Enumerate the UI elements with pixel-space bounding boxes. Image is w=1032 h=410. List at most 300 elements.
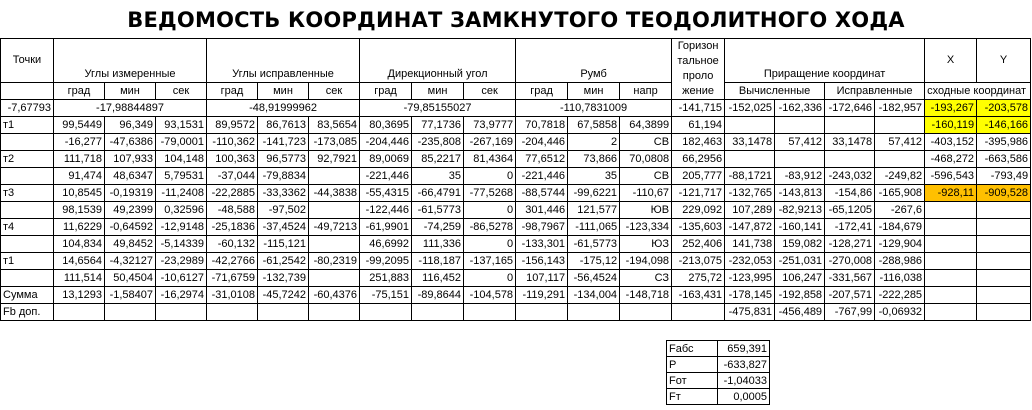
subheader-napr[interactable]: напр (620, 83, 672, 100)
subheader-initial-coordinates[interactable]: сходные координат (925, 83, 1031, 100)
table-cell[interactable] (977, 304, 1031, 321)
subheader-min[interactable]: мин (258, 83, 309, 100)
table-cell[interactable]: 159,082 (775, 236, 825, 253)
table-cell[interactable]: -122,446 (360, 202, 412, 219)
table-cell[interactable]: 0 (464, 270, 516, 287)
summary-value[interactable]: -633,827 (718, 357, 770, 373)
table-cell[interactable]: 66,2956 (672, 151, 725, 168)
table-cell[interactable]: -331,567 (825, 270, 875, 287)
table-cell[interactable]: -88,5744 (516, 185, 568, 202)
header-y[interactable]: Y (977, 39, 1031, 83)
table-cell[interactable] (875, 151, 925, 168)
table-cell[interactable]: ЮЗ (620, 236, 672, 253)
table-cell[interactable]: 107,117 (516, 270, 568, 287)
table-cell[interactable]: 93,1531 (156, 117, 207, 134)
table-cell[interactable]: 61,194 (672, 117, 725, 134)
summary-row (667, 373, 770, 389)
table-cell[interactable]: 33,1478 (725, 134, 775, 151)
table-cell[interactable]: -193,267 (925, 100, 977, 117)
table-cell[interactable]: -77,5268 (464, 185, 516, 202)
subheader-min[interactable]: мин (105, 83, 156, 100)
summary-label[interactable]: Fабс (667, 341, 718, 357)
summary-value[interactable]: 0,0005 (718, 389, 770, 405)
table-cell[interactable]: 111,718 (54, 151, 105, 168)
table-cell[interactable]: т3 (1, 185, 54, 202)
table-cell[interactable]: -154,86 (825, 185, 875, 202)
table-cell[interactable] (516, 304, 568, 321)
table-cell[interactable]: 107,933 (105, 151, 156, 168)
table-cell[interactable]: 89,9572 (207, 117, 258, 134)
table-cell[interactable]: -99,6221 (568, 185, 620, 202)
table-cell[interactable]: -793,49 (977, 168, 1031, 185)
table-cell[interactable] (464, 304, 516, 321)
table-cell[interactable]: -148,718 (620, 287, 672, 304)
table-cell[interactable]: -60,4376 (309, 287, 360, 304)
table-cell[interactable] (258, 304, 309, 321)
table-cell[interactable] (1, 168, 54, 185)
table-cell[interactable]: -22,2885 (207, 185, 258, 202)
table-cell[interactable]: 104,834 (54, 236, 105, 253)
table-cell[interactable]: -221,446 (516, 168, 568, 185)
table-cell[interactable]: 77,1736 (412, 117, 464, 134)
table-cell[interactable]: 275,72 (672, 270, 725, 287)
table-cell[interactable]: 85,2217 (412, 151, 464, 168)
table-row (1, 270, 1031, 287)
table-cell[interactable]: 107,289 (725, 202, 775, 219)
summary-value[interactable]: -1,04033 (718, 373, 770, 389)
table-cell[interactable]: -143,813 (775, 185, 825, 202)
table-cell[interactable]: 0,32596 (156, 202, 207, 219)
table-cell[interactable]: 89,0069 (360, 151, 412, 168)
table-cell[interactable]: -137,165 (464, 253, 516, 270)
table-cell[interactable]: 104,148 (156, 151, 207, 168)
table-cell[interactable]: -182,957 (875, 100, 925, 117)
table-cell[interactable] (1, 202, 54, 219)
table-cell[interactable]: 33,1478 (825, 134, 875, 151)
table-cell[interactable]: 73,9777 (464, 117, 516, 134)
table-cell[interactable]: СВ (620, 134, 672, 151)
table-cell[interactable]: т2 (1, 151, 54, 168)
table-cell[interactable]: -12,9148 (156, 219, 207, 236)
table-cell[interactable]: -47,6386 (105, 134, 156, 151)
table-cell[interactable]: 251,883 (360, 270, 412, 287)
table-cell[interactable]: т1 (1, 253, 54, 270)
table-cell[interactable] (360, 304, 412, 321)
subheader-grad[interactable]: град (360, 83, 412, 100)
table-cell[interactable]: -61,5773 (412, 202, 464, 219)
table-cell[interactable]: 182,463 (672, 134, 725, 151)
table-cell[interactable]: -98,7967 (516, 219, 568, 236)
table-cell[interactable]: -37,4524 (258, 219, 309, 236)
table-cell[interactable]: СЗ (620, 270, 672, 287)
table-cell[interactable]: -121,717 (672, 185, 725, 202)
table-cell[interactable]: 229,092 (672, 202, 725, 219)
table-cell[interactable]: -141,715 (672, 100, 725, 117)
table-cell[interactable]: -128,271 (825, 236, 875, 253)
table-cell[interactable] (977, 202, 1031, 219)
table-cell[interactable]: -267,169 (464, 134, 516, 151)
table-cell[interactable]: 14,6564 (54, 253, 105, 270)
table-cell[interactable]: 116,452 (412, 270, 464, 287)
table-cell[interactable]: -42,2766 (207, 253, 258, 270)
table-cell[interactable]: -49,7213 (309, 219, 360, 236)
header-measured-angles[interactable]: Углы измеренные (54, 39, 207, 83)
header-rumb[interactable]: Румб (516, 39, 672, 83)
summary-value[interactable]: 659,391 (718, 341, 770, 357)
table-cell[interactable]: 111,336 (412, 236, 464, 253)
table-cell[interactable]: -165,908 (875, 185, 925, 202)
table-cell[interactable] (309, 168, 360, 185)
subheader-min[interactable]: мин (412, 83, 464, 100)
table-row (1, 219, 1031, 236)
table-cell[interactable]: -146,166 (977, 117, 1031, 134)
table-cell[interactable]: -104,578 (464, 287, 516, 304)
table-cell[interactable]: -33,3362 (258, 185, 309, 202)
table-cell[interactable]: 70,0808 (620, 151, 672, 168)
table-cell[interactable]: -48,91999962 (207, 100, 360, 117)
table-row (1, 100, 1031, 117)
table-cell[interactable]: -251,031 (775, 253, 825, 270)
table-cell[interactable]: 0 (464, 168, 516, 185)
subheader-grad[interactable]: град (54, 83, 105, 100)
table-cell[interactable]: -80,2319 (309, 253, 360, 270)
table-cell[interactable]: -79,8834 (258, 168, 309, 185)
summary-table (666, 340, 770, 405)
table-cell[interactable]: -194,098 (620, 253, 672, 270)
table-cell[interactable]: 70,7818 (516, 117, 568, 134)
table-row (1, 236, 1031, 253)
summary-label[interactable]: Fот (667, 373, 718, 389)
table-cell[interactable]: -0,06932 (875, 304, 925, 321)
table-cell[interactable]: -61,2542 (258, 253, 309, 270)
table-cell[interactable]: 81,4364 (464, 151, 516, 168)
table-cell[interactable]: СВ (620, 168, 672, 185)
subheader-grad[interactable]: град (516, 83, 568, 100)
table-cell[interactable]: 252,406 (672, 236, 725, 253)
table-cell[interactable] (54, 304, 105, 321)
header-points[interactable]: Точки (1, 39, 54, 83)
table-cell[interactable]: -119,291 (516, 287, 568, 304)
table-row (1, 202, 1031, 219)
table-cell[interactable]: -65,1205 (825, 202, 875, 219)
table-cell[interactable] (925, 202, 977, 219)
table-cell[interactable]: -222,285 (875, 287, 925, 304)
table-cell[interactable]: -221,446 (360, 168, 412, 185)
table-cell[interactable]: -288,986 (875, 253, 925, 270)
table-cell[interactable]: -403,152 (925, 134, 977, 151)
table-cell[interactable]: -61,9901 (360, 219, 412, 236)
table-cell[interactable]: Сумма (1, 287, 54, 304)
header-increments[interactable]: Приращение координат (725, 39, 925, 83)
table-cell[interactable] (105, 304, 156, 321)
table-cell[interactable]: 99,5449 (54, 117, 105, 134)
table-cell[interactable]: 111,514 (54, 270, 105, 287)
table-cell[interactable]: -74,259 (412, 219, 464, 236)
table-cell[interactable] (156, 304, 207, 321)
table-cell[interactable]: -133,301 (516, 236, 568, 253)
table-cell[interactable]: -111,065 (568, 219, 620, 236)
table-cell[interactable] (568, 304, 620, 321)
table-cell[interactable]: -204,446 (360, 134, 412, 151)
table-cell[interactable]: -16,2974 (156, 287, 207, 304)
table-cell[interactable]: -89,8644 (412, 287, 464, 304)
table-cell[interactable]: -16,277 (54, 134, 105, 151)
table-cell[interactable]: -663,586 (977, 151, 1031, 168)
table-cell[interactable] (825, 151, 875, 168)
subheader-computed[interactable]: Вычисленные (725, 83, 825, 100)
table-cell[interactable]: Fb доп. (1, 304, 54, 321)
table-cell[interactable]: -99,2095 (360, 253, 412, 270)
table-cell[interactable] (977, 287, 1031, 304)
table-cell[interactable]: -48,588 (207, 202, 258, 219)
table-cell[interactable]: 35 (412, 168, 464, 185)
table-cell[interactable] (1, 236, 54, 253)
header-empty-cell[interactable] (1, 83, 54, 100)
table-cell[interactable]: -10,6127 (156, 270, 207, 287)
table-cell[interactable]: -235,808 (412, 134, 464, 151)
table-cell[interactable]: 100,363 (207, 151, 258, 168)
table-cell[interactable]: -129,904 (875, 236, 925, 253)
table-cell[interactable]: -160,141 (775, 219, 825, 236)
summary-row (667, 357, 770, 373)
table-cell[interactable]: 83,5654 (309, 117, 360, 134)
table-cell[interactable]: -152,025 (725, 100, 775, 117)
table-cell[interactable]: 141,738 (725, 236, 775, 253)
table-cell[interactable] (925, 287, 977, 304)
table-cell[interactable]: 96,349 (105, 117, 156, 134)
table-cell[interactable] (775, 117, 825, 134)
table-cell[interactable]: 64,3899 (620, 117, 672, 134)
table-cell[interactable]: -596,543 (925, 168, 977, 185)
table-cell[interactable]: -56,4524 (568, 270, 620, 287)
table-cell[interactable]: 48,6347 (105, 168, 156, 185)
table-cell[interactable]: -75,151 (360, 287, 412, 304)
table-cell[interactable] (925, 304, 977, 321)
table-cell[interactable]: 73,866 (568, 151, 620, 168)
table-cell[interactable]: 35 (568, 168, 620, 185)
table-cell[interactable]: -928,11 (925, 185, 977, 202)
table-cell[interactable]: -243,032 (825, 168, 875, 185)
table-row (1, 117, 1031, 134)
table-cell[interactable]: 92,7921 (309, 151, 360, 168)
subheader-sec[interactable]: сек (464, 83, 516, 100)
table-cell[interactable] (925, 219, 977, 236)
table-cell[interactable] (412, 304, 464, 321)
table-cell[interactable]: -45,7242 (258, 287, 309, 304)
table-cell[interactable]: -60,132 (207, 236, 258, 253)
table-cell[interactable]: -4,32127 (105, 253, 156, 270)
table-cell[interactable]: -97,502 (258, 202, 309, 219)
table-cell[interactable]: -88,1721 (725, 168, 775, 185)
table-cell[interactable]: -232,053 (725, 253, 775, 270)
subheader-grad[interactable]: град (207, 83, 258, 100)
summary-label[interactable]: P (667, 357, 718, 373)
table-cell[interactable] (925, 236, 977, 253)
table-cell[interactable]: -123,334 (620, 219, 672, 236)
table-cell[interactable]: -23,2989 (156, 253, 207, 270)
table-cell[interactable]: 91,474 (54, 168, 105, 185)
table-cell[interactable]: -184,679 (875, 219, 925, 236)
table-cell[interactable]: -0,19319 (105, 185, 156, 202)
subheader-sec[interactable]: сек (156, 83, 207, 100)
table-cell[interactable] (977, 270, 1031, 287)
sheet-title: ВЕДОМОСТЬ КООРДИНАТ ЗАМКНУТОГО ТЕОДОЛИТНОГО ХОДА (127, 8, 905, 32)
table-cell[interactable]: -207,571 (825, 287, 875, 304)
table-cell[interactable]: 80,3695 (360, 117, 412, 134)
summary-row (667, 341, 770, 357)
table-cell[interactable]: 77,6512 (516, 151, 568, 168)
table-cell[interactable]: 86,7613 (258, 117, 309, 134)
table-cell[interactable]: -86,5278 (464, 219, 516, 236)
table-cell[interactable]: 57,412 (875, 134, 925, 151)
table-cell[interactable]: -270,008 (825, 253, 875, 270)
table-cell[interactable]: -79,85155027 (360, 100, 516, 117)
table-cell[interactable]: 67,5858 (568, 117, 620, 134)
table-cell[interactable] (309, 236, 360, 253)
table-cell[interactable]: -83,912 (775, 168, 825, 185)
table-cell[interactable]: -173,085 (309, 134, 360, 151)
table-row (1, 287, 1031, 304)
table-cell[interactable]: 46,6992 (360, 236, 412, 253)
table-cell[interactable]: -192,858 (775, 287, 825, 304)
table-cell[interactable]: 10,8545 (54, 185, 105, 202)
table-cell[interactable]: 50,4504 (105, 270, 156, 287)
table-cell[interactable]: -135,603 (672, 219, 725, 236)
header-horizontal-distance[interactable]: Горизон тальное проло жение (672, 39, 725, 100)
subheader-min[interactable]: мин (568, 83, 620, 100)
table-cell[interactable]: -17,98844897 (54, 100, 207, 117)
table-cell[interactable]: -172,646 (825, 100, 875, 117)
table-cell[interactable]: -172,41 (825, 219, 875, 236)
table-cell[interactable]: 106,247 (775, 270, 825, 287)
table-cell[interactable] (309, 270, 360, 287)
table-cell[interactable]: -249,82 (875, 168, 925, 185)
table-cell[interactable]: -31,0108 (207, 287, 258, 304)
table-cell[interactable]: -395,986 (977, 134, 1031, 151)
table-cell[interactable]: -267,6 (875, 202, 925, 219)
subheader-sec[interactable]: сек (309, 83, 360, 100)
table-cell[interactable]: 11,6229 (54, 219, 105, 236)
header-corrected-angles[interactable]: Углы исправленные (207, 39, 360, 83)
table-cell[interactable]: -110,7831009 (516, 100, 672, 117)
table-cell[interactable]: 96,5773 (258, 151, 309, 168)
header-direction-angle[interactable]: Дирекционный угол (360, 39, 516, 83)
table-cell[interactable]: -5,14339 (156, 236, 207, 253)
table-cell[interactable]: -1,58407 (105, 287, 156, 304)
table-cell[interactable]: -0,64592 (105, 219, 156, 236)
table-cell[interactable] (309, 202, 360, 219)
table-cell[interactable] (977, 253, 1031, 270)
table-row (1, 168, 1031, 185)
table-cell[interactable]: 205,777 (672, 168, 725, 185)
table-cell[interactable]: -61,5773 (568, 236, 620, 253)
table-cell[interactable]: т4 (1, 219, 54, 236)
table-cell[interactable]: -71,6759 (207, 270, 258, 287)
table-cell[interactable]: 121,577 (568, 202, 620, 219)
table-cell[interactable]: -213,075 (672, 253, 725, 270)
table-cell[interactable]: -203,578 (977, 100, 1031, 117)
table-cell[interactable] (925, 253, 977, 270)
table-cell[interactable] (309, 304, 360, 321)
table-cell[interactable]: -909,528 (977, 185, 1031, 202)
table-cell[interactable]: -204,446 (516, 134, 568, 151)
table-cell[interactable]: 0 (464, 202, 516, 219)
table-cell[interactable]: -79,0001 (156, 134, 207, 151)
table-cell[interactable]: 49,8452 (105, 236, 156, 253)
table-cell[interactable] (775, 151, 825, 168)
table-cell[interactable]: -115,121 (258, 236, 309, 253)
table-cell[interactable] (672, 304, 725, 321)
table-cell[interactable]: -82,9213 (775, 202, 825, 219)
table-cell[interactable] (925, 270, 977, 287)
table-cell[interactable] (1, 270, 54, 287)
table-cell[interactable]: 301,446 (516, 202, 568, 219)
table-cell[interactable]: -66,4791 (412, 185, 464, 202)
table-cell[interactable]: 98,1539 (54, 202, 105, 219)
table-cell[interactable]: 13,1293 (54, 287, 105, 304)
table-cell[interactable] (825, 117, 875, 134)
table-cell[interactable] (977, 236, 1031, 253)
table-cell[interactable]: 5,79531 (156, 168, 207, 185)
table-cell[interactable]: -110,67 (620, 185, 672, 202)
table-cell[interactable]: -767,99 (825, 304, 875, 321)
table-cell[interactable] (977, 219, 1031, 236)
table-cell[interactable] (725, 117, 775, 134)
table-cell[interactable]: 49,2399 (105, 202, 156, 219)
table-cell[interactable]: ЮВ (620, 202, 672, 219)
table-cell[interactable]: -175,12 (568, 253, 620, 270)
table-cell[interactable]: -134,004 (568, 287, 620, 304)
table-cell[interactable] (620, 304, 672, 321)
table-cell[interactable]: -178,145 (725, 287, 775, 304)
subheader-corrected[interactable]: Исправленные (825, 83, 925, 100)
table-cell[interactable]: -141,723 (258, 134, 309, 151)
table-cell[interactable]: -468,272 (925, 151, 977, 168)
table-cell[interactable]: -44,3838 (309, 185, 360, 202)
table-cell[interactable]: -116,038 (875, 270, 925, 287)
table-cell[interactable]: 0 (464, 236, 516, 253)
table-cell[interactable]: -118,187 (412, 253, 464, 270)
coordinates-table (0, 38, 1031, 321)
table-cell[interactable]: -132,739 (258, 270, 309, 287)
summary-label[interactable]: Fт (667, 389, 718, 405)
table-cell[interactable] (1, 134, 54, 151)
table-cell[interactable]: 2 (568, 134, 620, 151)
table-cell[interactable]: -37,044 (207, 168, 258, 185)
table-cell[interactable]: -162,336 (775, 100, 825, 117)
table-cell[interactable] (207, 304, 258, 321)
table-cell[interactable]: -7,67793 (1, 100, 54, 117)
table-cell[interactable]: -160,119 (925, 117, 977, 134)
table-cell[interactable] (725, 151, 775, 168)
table-cell[interactable]: -156,143 (516, 253, 568, 270)
table-cell[interactable] (875, 117, 925, 134)
table-cell[interactable]: 57,412 (775, 134, 825, 151)
table-cell[interactable]: -456,489 (775, 304, 825, 321)
table-cell[interactable]: -132,765 (725, 185, 775, 202)
table-cell[interactable]: -110,362 (207, 134, 258, 151)
table-cell[interactable]: -163,431 (672, 287, 725, 304)
table-cell[interactable]: -25,1836 (207, 219, 258, 236)
table-cell[interactable]: т1 (1, 117, 54, 134)
table-cell[interactable]: -55,4315 (360, 185, 412, 202)
summary-row (667, 389, 770, 405)
table-cell[interactable]: -475,831 (725, 304, 775, 321)
table-cell[interactable]: -147,872 (725, 219, 775, 236)
table-cell[interactable]: -123,995 (725, 270, 775, 287)
header-x[interactable]: X (925, 39, 977, 83)
table-cell[interactable]: -11,2408 (156, 185, 207, 202)
